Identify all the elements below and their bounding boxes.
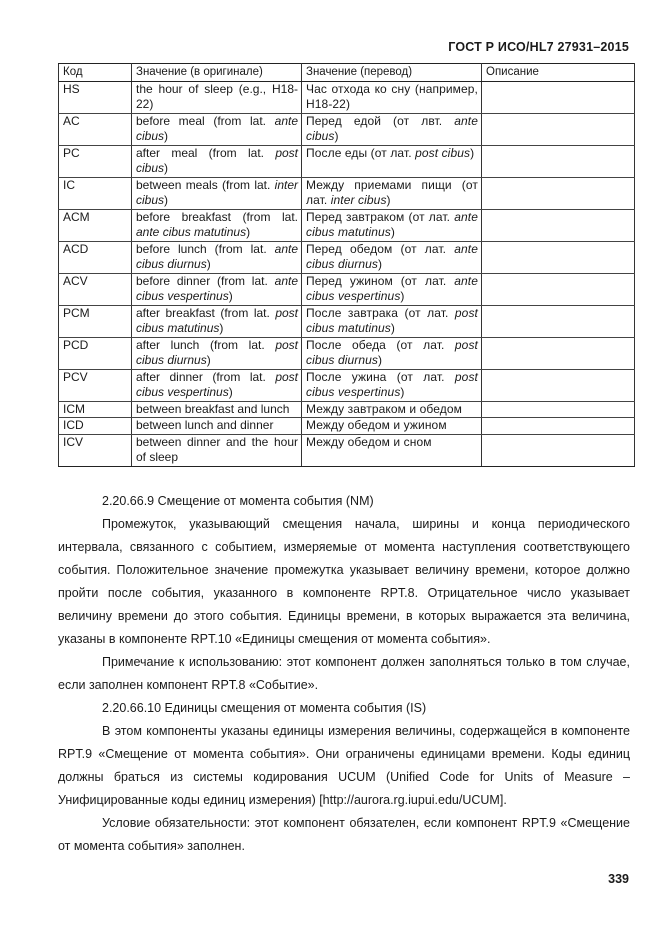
description-cell — [482, 145, 635, 177]
translated-latin: ante cibus matutinus — [306, 209, 478, 239]
original-latin: ante cibus vespertinus — [136, 273, 298, 303]
translated-value-cell — [302, 337, 482, 369]
body-text — [58, 490, 630, 858]
translated-text: Перед завтраком (от лат. — [306, 209, 455, 224]
column-header-description: Описание — [482, 64, 635, 82]
original-text: before lunch (from lat. — [136, 241, 275, 256]
table-row — [59, 113, 635, 145]
original-text: between lunch and dinner — [136, 418, 274, 432]
original-suffix: ) — [219, 321, 224, 335]
original-suffix: ) — [164, 129, 169, 143]
original-value-cell — [132, 434, 302, 466]
translated-text: Час отхода ко сну (например, H18-22) — [306, 81, 478, 111]
translated-text: Перед едой (от лвт. — [306, 113, 455, 128]
original-text: before meal (from lat. — [136, 113, 275, 128]
translated-value-cell — [302, 145, 482, 177]
translated-text: После завтрака (от лат. — [306, 305, 455, 320]
table-header-row — [59, 64, 635, 82]
description-cell — [482, 369, 635, 401]
column-header-translation: Значение (перевод) — [302, 64, 482, 82]
description-cell — [482, 337, 635, 369]
original-value-cell — [132, 305, 302, 337]
original-latin: ante cibus diurnus — [136, 241, 298, 271]
code-table — [58, 63, 635, 467]
description-cell — [482, 209, 635, 241]
translated-latin: ante cibus vespertinus — [306, 273, 478, 303]
original-latin: post cibus — [136, 145, 298, 175]
description-cell — [482, 81, 635, 113]
original-value-cell — [132, 273, 302, 305]
translated-latin: post cibus matutinus — [306, 305, 478, 335]
description-cell — [482, 113, 635, 145]
table-row — [59, 401, 635, 418]
translated-value-cell — [302, 113, 482, 145]
translated-value-cell — [302, 434, 482, 466]
original-text: after lunch (from lat. — [136, 337, 276, 352]
translated-value-cell — [302, 209, 482, 241]
original-value-cell — [132, 209, 302, 241]
column-header-code: Код — [59, 64, 132, 82]
usage-note: Примечание к использованию: этот компонент должен заполняться только в том случае, если заполнен компонент RPT.8 «Событие». — [58, 655, 630, 692]
original-value-cell — [132, 113, 302, 145]
original-value-cell — [132, 401, 302, 418]
original-text: before breakfast (from lat. — [136, 209, 298, 224]
description-cell — [482, 418, 635, 435]
original-text: the hour of sleep (e.g., H18-22) — [136, 81, 298, 111]
original-text: after dinner (from lat. — [136, 369, 276, 384]
original-suffix: ) — [206, 353, 211, 367]
code-cell: PCD — [59, 337, 132, 369]
translated-text: Между обедом и ужином — [306, 418, 447, 432]
translated-value-cell — [302, 418, 482, 435]
translated-value-cell — [302, 369, 482, 401]
page-number: 339 — [608, 872, 629, 886]
code-cell: ICD — [59, 418, 132, 435]
original-text: after meal (from lat. — [136, 145, 276, 160]
translated-suffix: ) — [334, 129, 339, 143]
original-text: between breakfast and lunch — [136, 401, 290, 416]
translated-value-cell — [302, 81, 482, 113]
original-latin: ante cibus — [136, 113, 298, 143]
code-cell: ACD — [59, 241, 132, 273]
section-paragraph-nm: Промежуток, указывающий смещения начала, ширины и конца периодического интервала, связанного с событием, измеряемые от момента наступления соответствующего события. Положительное значение промежутка указывает величину времени, которое должно пройти после события, указанного в компоненте RPT.8. Отрицательное число указывает величину времени до этого события. Единицы времени, в которых выражается эта величина, указаны в компоненте RPT.10 «Единицы смещения от момента события». — [58, 517, 630, 646]
section-paragraph-is: В этом компоненты указаны единицы измерения величины, содержащейся в компоненте RPT.9 «Смещение от момента события». Они ограничены единицами времени. Коды единиц должны браться из системы кодирования UCUM (Unified Code for Units of Measure – Унифицированные коды единиц измерения) [http://aurora.rg.iupui.edu/UCUM]. — [58, 724, 630, 807]
original-value-cell — [132, 241, 302, 273]
code-cell: ICV — [59, 434, 132, 466]
table-row — [59, 434, 635, 466]
table-row — [59, 305, 635, 337]
original-suffix: ) — [164, 193, 169, 207]
original-latin: ante cibus matutinus — [136, 225, 247, 239]
original-text: between meals (from lat. — [136, 177, 275, 192]
translated-value-cell — [302, 401, 482, 418]
translated-value-cell — [302, 177, 482, 209]
section-heading-is: 2.20.66.10 Единицы смещения от момента события (IS) — [102, 701, 427, 715]
translated-latin: post cibus — [415, 145, 471, 160]
section-heading-nm: 2.20.66.9 Смещение от момента события (NM) — [102, 494, 374, 508]
translated-value-cell — [302, 241, 482, 273]
document-header: ГОСТ Р ИСО/HL7 27931–2015 — [448, 40, 629, 54]
translated-text: После обеда (от лат. — [306, 337, 455, 352]
description-cell — [482, 177, 635, 209]
table-row — [59, 273, 635, 305]
original-text: after breakfast (from lat. — [136, 305, 276, 320]
translated-latin: post cibus diurnus — [306, 337, 478, 367]
code-cell: ACM — [59, 209, 132, 241]
original-value-cell — [132, 369, 302, 401]
original-latin: post cibus diurnus — [136, 337, 298, 367]
original-value-cell — [132, 81, 302, 113]
original-suffix: ) — [228, 385, 233, 399]
table-row — [59, 81, 635, 113]
translated-text: После еды (от лат. — [306, 145, 416, 160]
table-row — [59, 337, 635, 369]
translated-suffix: ) — [400, 289, 405, 303]
translated-text: Между обедом и сном — [306, 434, 432, 449]
table-row — [59, 369, 635, 401]
translated-suffix: ) — [378, 257, 383, 271]
code-cell: AC — [59, 113, 132, 145]
original-suffix: ) — [206, 257, 211, 271]
translated-latin: inter cibus — [330, 193, 387, 207]
table-row — [59, 209, 635, 241]
original-latin: inter cibus — [136, 177, 298, 207]
description-cell — [482, 273, 635, 305]
original-value-cell — [132, 177, 302, 209]
translated-suffix: ) — [400, 385, 405, 399]
code-cell: HS — [59, 81, 132, 113]
code-cell: ACV — [59, 273, 132, 305]
description-cell — [482, 305, 635, 337]
code-cell: PCM — [59, 305, 132, 337]
condition-note: Условие обязательности: этот компонент обязателен, если компонент RPT.9 «Смещение от момента события» заполнен. — [58, 816, 630, 853]
translated-latin: ante cibus diurnus — [306, 241, 478, 271]
code-cell: IC — [59, 177, 132, 209]
translated-value-cell — [302, 273, 482, 305]
translated-value-cell — [302, 305, 482, 337]
translated-suffix: ) — [378, 353, 383, 367]
original-text: between dinner and the hour of sleep — [136, 434, 298, 464]
translated-suffix: ) — [390, 225, 395, 239]
translated-suffix: ) — [470, 145, 475, 160]
description-cell — [482, 434, 635, 466]
code-cell: ICM — [59, 401, 132, 418]
translated-latin: post cibus vespertinus — [306, 369, 478, 399]
original-value-cell — [132, 145, 302, 177]
table-row — [59, 418, 635, 435]
translated-suffix: ) — [390, 321, 395, 335]
table-row — [59, 177, 635, 209]
original-suffix: ) — [164, 161, 169, 175]
table-body — [59, 81, 635, 466]
original-latin: post cibus matutinus — [136, 305, 298, 335]
code-cell: PC — [59, 145, 132, 177]
original-suffix: ) — [246, 225, 251, 239]
column-header-original: Значение (в оригинале) — [132, 64, 302, 82]
original-text: before dinner (from lat. — [136, 273, 275, 288]
translated-text: После ужина (от лат. — [306, 369, 455, 384]
original-suffix: ) — [228, 289, 233, 303]
original-value-cell — [132, 418, 302, 435]
translated-text: Перед ужином (от лат. — [306, 273, 455, 288]
table-row — [59, 241, 635, 273]
translated-latin: ante cibus — [306, 113, 478, 143]
code-cell: PCV — [59, 369, 132, 401]
description-cell — [482, 241, 635, 273]
translated-text: Перед обедом (от лат. — [306, 241, 455, 256]
original-latin: post cibus vespertinus — [136, 369, 298, 399]
translated-text: Между завтраком и обедом — [306, 401, 462, 416]
translated-suffix: ) — [386, 193, 391, 207]
description-cell — [482, 401, 635, 418]
original-value-cell — [132, 337, 302, 369]
translated-text: Между приемами пищи (от лат. — [306, 177, 478, 207]
table-row — [59, 145, 635, 177]
